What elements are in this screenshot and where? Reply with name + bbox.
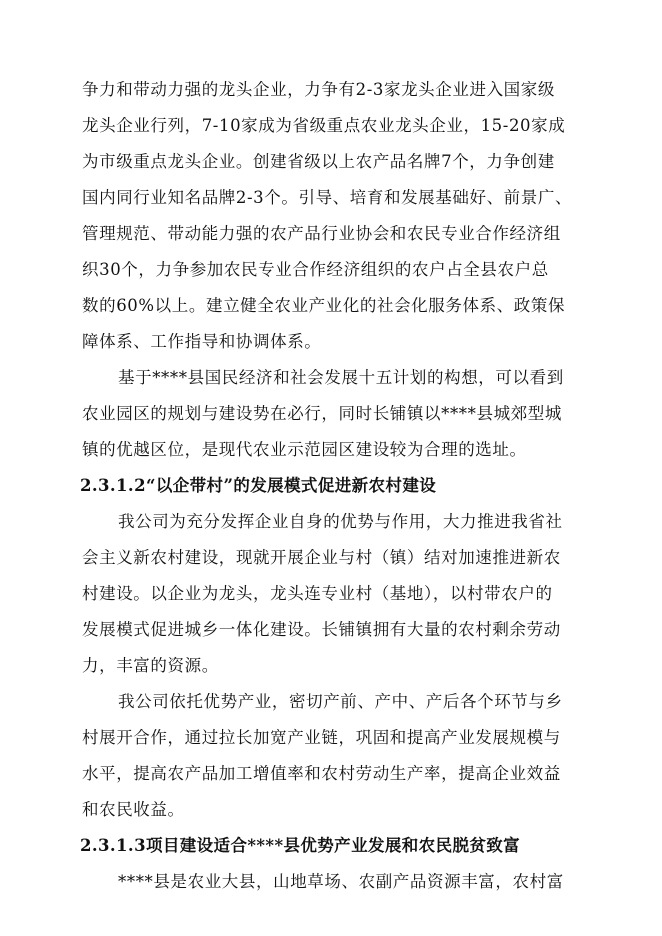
section-heading-2-3-1-2: 2.3.1.2“以企带村”的发展模式促进新农村建设: [80, 476, 437, 495]
paragraph-1-line-3: 为市级重点龙头企业。创建省级以上农产品名牌7个，力争创建: [82, 152, 555, 171]
paragraph-3-line-3: 村建设。以企业为龙头，龙头连专业村（基地），以村带农户的: [82, 584, 553, 603]
paragraph-3-line-2: 会主义新农村建设，现就开展企业与村（镇）结对加速推进新农: [82, 548, 561, 567]
paragraph-4-line-4: 和农民收益。: [82, 800, 185, 819]
paragraph-1-line-2: 龙头企业行列，7-10家成为省级重点农业龙头企业，15-20家成: [82, 116, 566, 135]
paragraph-1-line-8: 障体系、工作指导和协调体系。: [82, 332, 322, 351]
paragraph-1-line-7: 数的60%以上。建立健全农业产业化的社会化服务体系、政策保: [82, 296, 566, 315]
paragraph-1-line-5: 管理规范、带动能力强的农产品行业协会和农民专业合作经济组: [82, 224, 561, 243]
paragraph-1-line-1: 争力和带动力强的龙头企业，力争有2-3家龙头企业进入国家级: [82, 80, 555, 99]
paragraph-1-line-4: 国内同行业知名品牌2-3个。引导、培育和发展基础好、前景广、: [82, 188, 573, 207]
paragraph-2-line-3: 镇的优越区位，是现代农业示范园区建设较为合理的选址。: [82, 440, 527, 459]
paragraph-3-line-5: 力，丰富的资源。: [82, 656, 219, 675]
paragraph-4-line-1: 我公司依托优势产业，密切产前、产中、产后各个环节与乡: [118, 692, 563, 711]
paragraph-4-line-2: 村展开合作，通过拉长加宽产业链，巩固和提高产业发展规模与: [82, 728, 561, 747]
paragraph-3-line-4: 发展模式促进城乡一体化建设。长铺镇拥有大量的农村剩余劳动: [82, 620, 561, 639]
paragraph-1-line-6: 织30个，力争参加农民专业合作经济组织的农户占全县农户总: [82, 260, 549, 279]
paragraph-2-line-2: 农业园区的规划与建设势在必行，同时长铺镇以****县城郊型城: [82, 404, 562, 423]
paragraph-4-line-3: 水平，提高农产品加工增值率和农村劳动生产率，提高企业效益: [82, 764, 561, 783]
paragraph-3-line-1: 我公司为充分发挥企业自身的优势与作用，大力推进我省社: [118, 512, 563, 531]
paragraph-2-line-1: 基于****县国民经济和社会发展十五计划的构想，可以看到: [118, 368, 564, 387]
paragraph-5-line-1: ****县是农业大县，山地草场、农副产品资源丰富，农村富: [118, 872, 564, 891]
section-heading-2-3-1-3: 2.3.1.3项目建设适合****县优势产业发展和农民脱贫致富: [80, 836, 521, 855]
